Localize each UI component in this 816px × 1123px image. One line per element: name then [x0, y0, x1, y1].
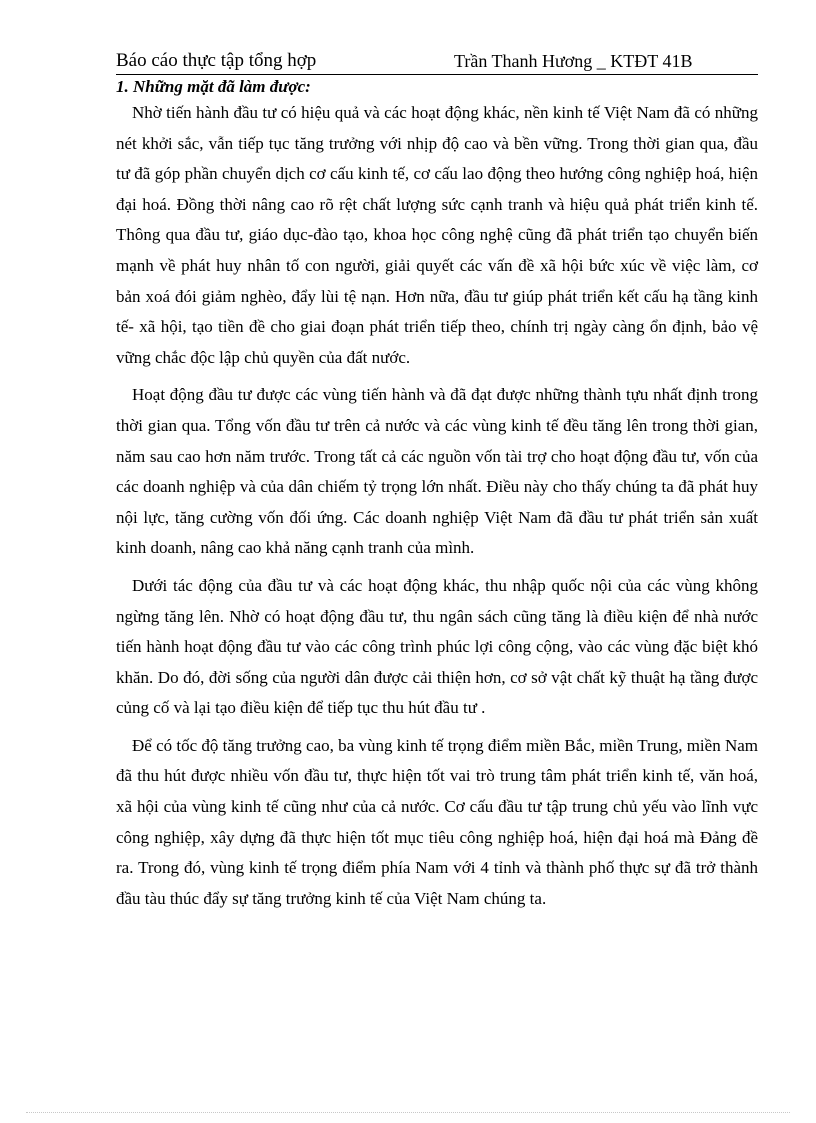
page-header	[116, 48, 758, 75]
paragraph: Để có tốc độ tăng trưởng cao, ba vùng kinh tế trọng điểm miền Bắc, miền Trung, miền Nam đã thu hút được nhiều vốn đầu tư, thực hiện tốt vai trò trung tâm phát triển kinh tế, văn hoá, xã hội của vùng kinh tế cũng như của cả nước. Cơ cấu đầu tư tập trung chủ yếu vào lĩnh vực công nghiệp, xây dựng đã thực hiện tốt mục tiêu công nghiệp hoá, hiện đại hoá mà Đảng đề ra. Trong đó, vùng kinh tế trọng điểm phía Nam với 4 tỉnh và thành phố thực sự đã trở thành đầu tàu thúc đẩy sự tăng trưởng kinh tế của Việt Nam chúng ta.	[116, 735, 758, 908]
author-info: Trần Thanh Hương _ KTĐT 41B	[454, 51, 693, 71]
report-title: Báo cáo thực tập tổng hợp	[116, 50, 317, 71]
section-heading: 1. Những mặt đã làm được:	[116, 77, 311, 96]
page-bottom-border	[26, 1112, 790, 1113]
paragraph: Dưới tác động của đầu tư và các hoạt động khác, thu nhập quốc nội của các vùng không ngừng tăng lên. Nhờ có hoạt động đầu tư, thu ngân sách cũng tăng là điều kiện để nhà nước tiến hành hoạt động đầu tư vào các công trình phúc lợi công cộng, vào các vùng đặc biệt khó khăn. Do đó, đời sống của người dân được cải thiện hơn, cơ sở vật chất kỹ thuật hạ tầng được củng cố và lại tạo điều kiện để tiếp tục thu hút đầu tư .	[116, 575, 758, 718]
paragraph: Hoạt động đầu tư được các vùng tiến hành và đã đạt được những thành tựu nhất định trong thời gian qua. Tổng vốn đầu tư trên cả nước và các vùng kinh tế đều tăng lên trong thời gian, năm sau cao hơn năm trước. Trong tất cả các nguồn vốn tài trợ cho hoạt động đầu tư, vốn của các doanh nghiệp và của dân chiếm tỷ trọng lớn nhất. Điều này cho thấy chúng ta đã phát huy nội lực, tăng cường vốn đối ứng. Các doanh nghiệp Việt Nam đã đầu tư phát triển sản xuất kinh doanh, nâng cao khả năng cạnh tranh của mình.	[116, 385, 758, 558]
paragraph: Nhờ tiến hành đầu tư có hiệu quả và các hoạt động khác, nền kinh tế Việt Nam đã có những nét khởi sắc, vẫn tiếp tục tăng trưởng với nhịp độ cao và bền vững. Trong thời gian qua, đầu tư đã góp phần chuyển dịch cơ cấu kinh tế, cơ cấu lao động theo hướng công nghiệp hoá, hiện đại hoá. Đồng thời nâng cao rõ rệt chất lượng sức cạnh tranh và hiệu quả phát triển kinh tế. Thông qua đầu tư, giáo dục-đào tạo, khoa học công nghệ cũng đã phát triển tạo chuyển biến mạnh về phát huy nhân tố con người, giải quyết các vấn đề xã hội bức xúc về việc làm, cơ bản xoá đói giảm nghèo, đẩy lùi tệ nạn. Hơn nữa, đầu tư giúp phát triển kết cấu hạ tầng kinh tế- xã hội, tạo tiền đề cho giai đoạn phát triển tiếp theo, chính trị ngày càng ổn định, bảo vệ vững chắc độc lập chủ quyền của đất nước.	[116, 103, 758, 367]
body-text	[116, 98, 758, 921]
